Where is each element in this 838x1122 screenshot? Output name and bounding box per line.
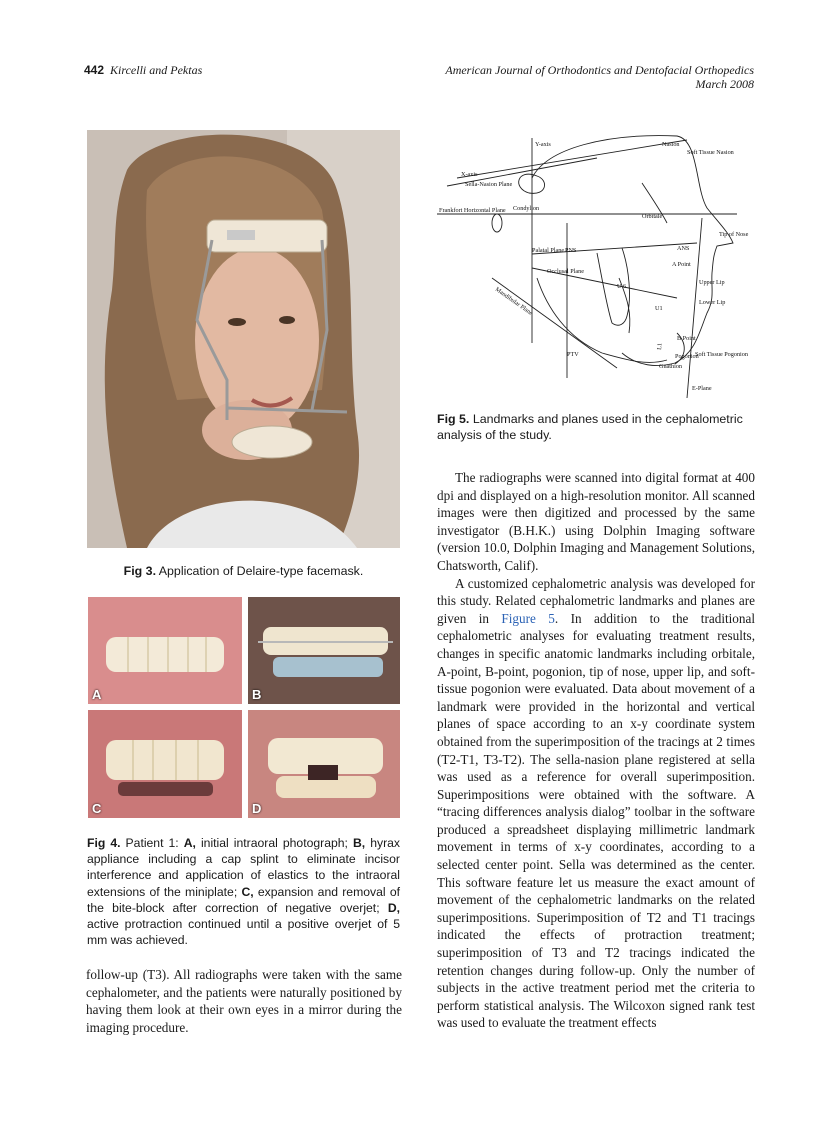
fig5-label-ans: ANS <box>677 245 690 252</box>
right-column-paragraph-1: The radiographs were scanned into digital format at 400 dpi and displayed on a high-resolution monitor. All scanned images were then digitized and processed by the same investigator (B.H.K.) using Dolphin Imaging software (version 10.0, Dolphin Imaging and Management Solutions, Chatsworth, Calif). <box>437 470 755 573</box>
fig5-label-gnathion: Gnathion <box>659 363 683 370</box>
fig3-label: Fig 3. <box>123 564 157 578</box>
fig4-caption-d-label: D, <box>387 900 400 915</box>
fig5-label-tip-of-nose: Tip of Nose <box>719 231 749 238</box>
para2-text-before-link: A customized cephalometric analysis was developed for this study. Related cephalometric landmarks and planes are given in <box>437 575 755 626</box>
fig4-caption-a-label: A, <box>183 836 196 850</box>
fig4-caption-d-text: active protraction continued until a positive overjet of 5 mm was achieved. <box>87 917 400 948</box>
fig5-label-a-point: A Point <box>672 261 691 268</box>
header-authors: Kircelli and Pektas <box>110 63 203 77</box>
fig3-photo <box>87 130 400 548</box>
fig5-label-sella-nasion: Sella-Nasion Plane <box>465 181 513 188</box>
fig4-caption-a-text: initial intraoral photograph; <box>200 836 348 850</box>
fig5-label-frankfort: Frankfort Horizontal Plane <box>439 207 506 214</box>
fig5-label-condylion: Condylion <box>513 205 540 212</box>
page-number: 442 <box>84 63 105 77</box>
fig4-panel-c-letter: C <box>92 801 102 816</box>
fig5-label-b-point: B Point <box>677 335 696 342</box>
running-header-left <box>84 63 202 77</box>
fig5-label-u6: U 6 <box>617 283 627 290</box>
fig5-label-pns: PNS <box>565 247 577 254</box>
figure-5-link[interactable]: Figure 5 <box>501 610 555 626</box>
fig4-panel-a-letter: A <box>92 687 102 702</box>
fig4-caption-c-label: C, <box>241 884 254 899</box>
fig4-panel-c <box>87 709 243 819</box>
fig4-panel-b-illustration <box>248 597 400 704</box>
fig5-label-upper-lip: Upper Lip <box>699 279 725 286</box>
fig5-label-u1: U1 <box>655 305 663 312</box>
fig5-label-x-axis: X-axis <box>461 171 478 178</box>
fig3-photo-illustration <box>87 130 400 548</box>
right-column-paragraph-2 <box>437 575 755 1032</box>
fig4-label: Fig 4. <box>87 836 121 850</box>
running-header-right <box>354 63 754 91</box>
left-column-paragraph: follow-up (T3). All radiographs were taken with the same cephalometer, and the patients were naturally positioned by having them look at their own eyes in a mirror during the imaging procedure. <box>86 967 402 1035</box>
right-column-body <box>437 469 755 1032</box>
fig3-caption-text: Application of Delaire-type facemask. <box>158 564 364 578</box>
fig5-label-y-axis: Y-axis <box>535 141 551 148</box>
fig5-label-mandibular-plane: Mandibular Plane <box>493 285 535 317</box>
fig5-label-nasion: Nasion <box>662 141 680 148</box>
para2-text-after-link: . In addition to the traditional cephalometric analyses for evaluating treatment results, changes in specific anatomic landmarks including orbitale, A-point, B-point, pogonion, tip of nose, upper lip, and soft-tissue pogonion were evaluated. Data about movement of a landmark were provided in the horizontal and vertical planes of space according to an x-y coordinate system obtained from the superimposition of the tracings at 2 times (T2-T1, T3-T2). The sella-nasion plane registered at sella was used as a reference for overall superimposition. Superimpositions were obtained with the software. A “tracing differences analysis dialog” toolbar in the software produced a spreadsheet displaying millimetric landmark movement in terms of x-y coordinates, according to a selected center point. Sella was determined as the center. This software feature let us measure the exact amount of movement of the cephalometric landmarks on the related superimpositions. Superimposition of T2 and T1 tracings indicated the effects of protraction treatment; superimposition of T3 and T2 tracings indicated the retention changes during follow-up. Only the number of subjects in the active treatment period met the criteria to perform statistical analysis. The Wilcoxon signed rank test was used to evaluate the treatment effects <box>437 610 756 1031</box>
fig5-label-soft-tissue-pogonion: Soft Tissue Pogonion <box>695 351 748 358</box>
fig4-panel-a-illustration <box>88 597 242 704</box>
fig5-caption-text: Landmarks and planes used in the cephalometric analysis of the study. <box>437 412 743 443</box>
header-date: March 2008 <box>695 77 754 91</box>
fig5-label-l1: L1 <box>656 342 664 351</box>
fig4-caption-intro: Patient 1: <box>125 836 179 850</box>
fig5-diagram-svg <box>437 128 757 398</box>
fig4-panel-d-illustration <box>248 710 400 818</box>
fig3-caption <box>87 563 400 579</box>
fig5-label-lower-lip: Lower Lip <box>699 299 726 306</box>
fig4-panel-d-letter: D <box>252 801 262 816</box>
fig4-panel-a <box>87 596 243 705</box>
fig5-label-orbitale: Orbitale <box>642 213 663 220</box>
fig5-label-occlusal-plane: Occlusal Plane <box>547 268 584 275</box>
fig5-label-soft-tissue-nasion: Soft Tissue Nasion <box>687 149 734 156</box>
left-column-body <box>86 966 402 1036</box>
fig4-caption-b-label: B, <box>352 836 366 850</box>
fig4-panel-d <box>247 709 401 819</box>
fig5-label-pogonion: Pogonion <box>675 353 699 360</box>
fig5-label: Fig 5. <box>437 412 470 426</box>
fig4-caption-c-text: expansion and removal of the bite-block after correction of negative overjet; <box>87 884 400 915</box>
fig4-panel-b <box>247 596 401 705</box>
fig5-label-palatal-plane: Palatal Plane <box>532 247 565 254</box>
fig4-caption-b-text: hyrax appliance including a cap splint to eliminate incisor interference and application of elastics to the intraoral extensions of the miniplate; <box>87 836 401 899</box>
fig4-caption <box>87 835 400 948</box>
fig4-panel-c-illustration <box>88 710 242 818</box>
header-journal: American Journal of Orthodontics and Dentofacial Orthopedics <box>445 63 754 77</box>
fig5-diagram <box>437 128 757 398</box>
fig5-caption <box>437 411 757 443</box>
fig5-label-e-plane: E-Plane <box>692 385 712 392</box>
fig4-panel-b-letter: B <box>252 687 262 702</box>
fig5-label-ptv: PTV <box>567 351 579 358</box>
